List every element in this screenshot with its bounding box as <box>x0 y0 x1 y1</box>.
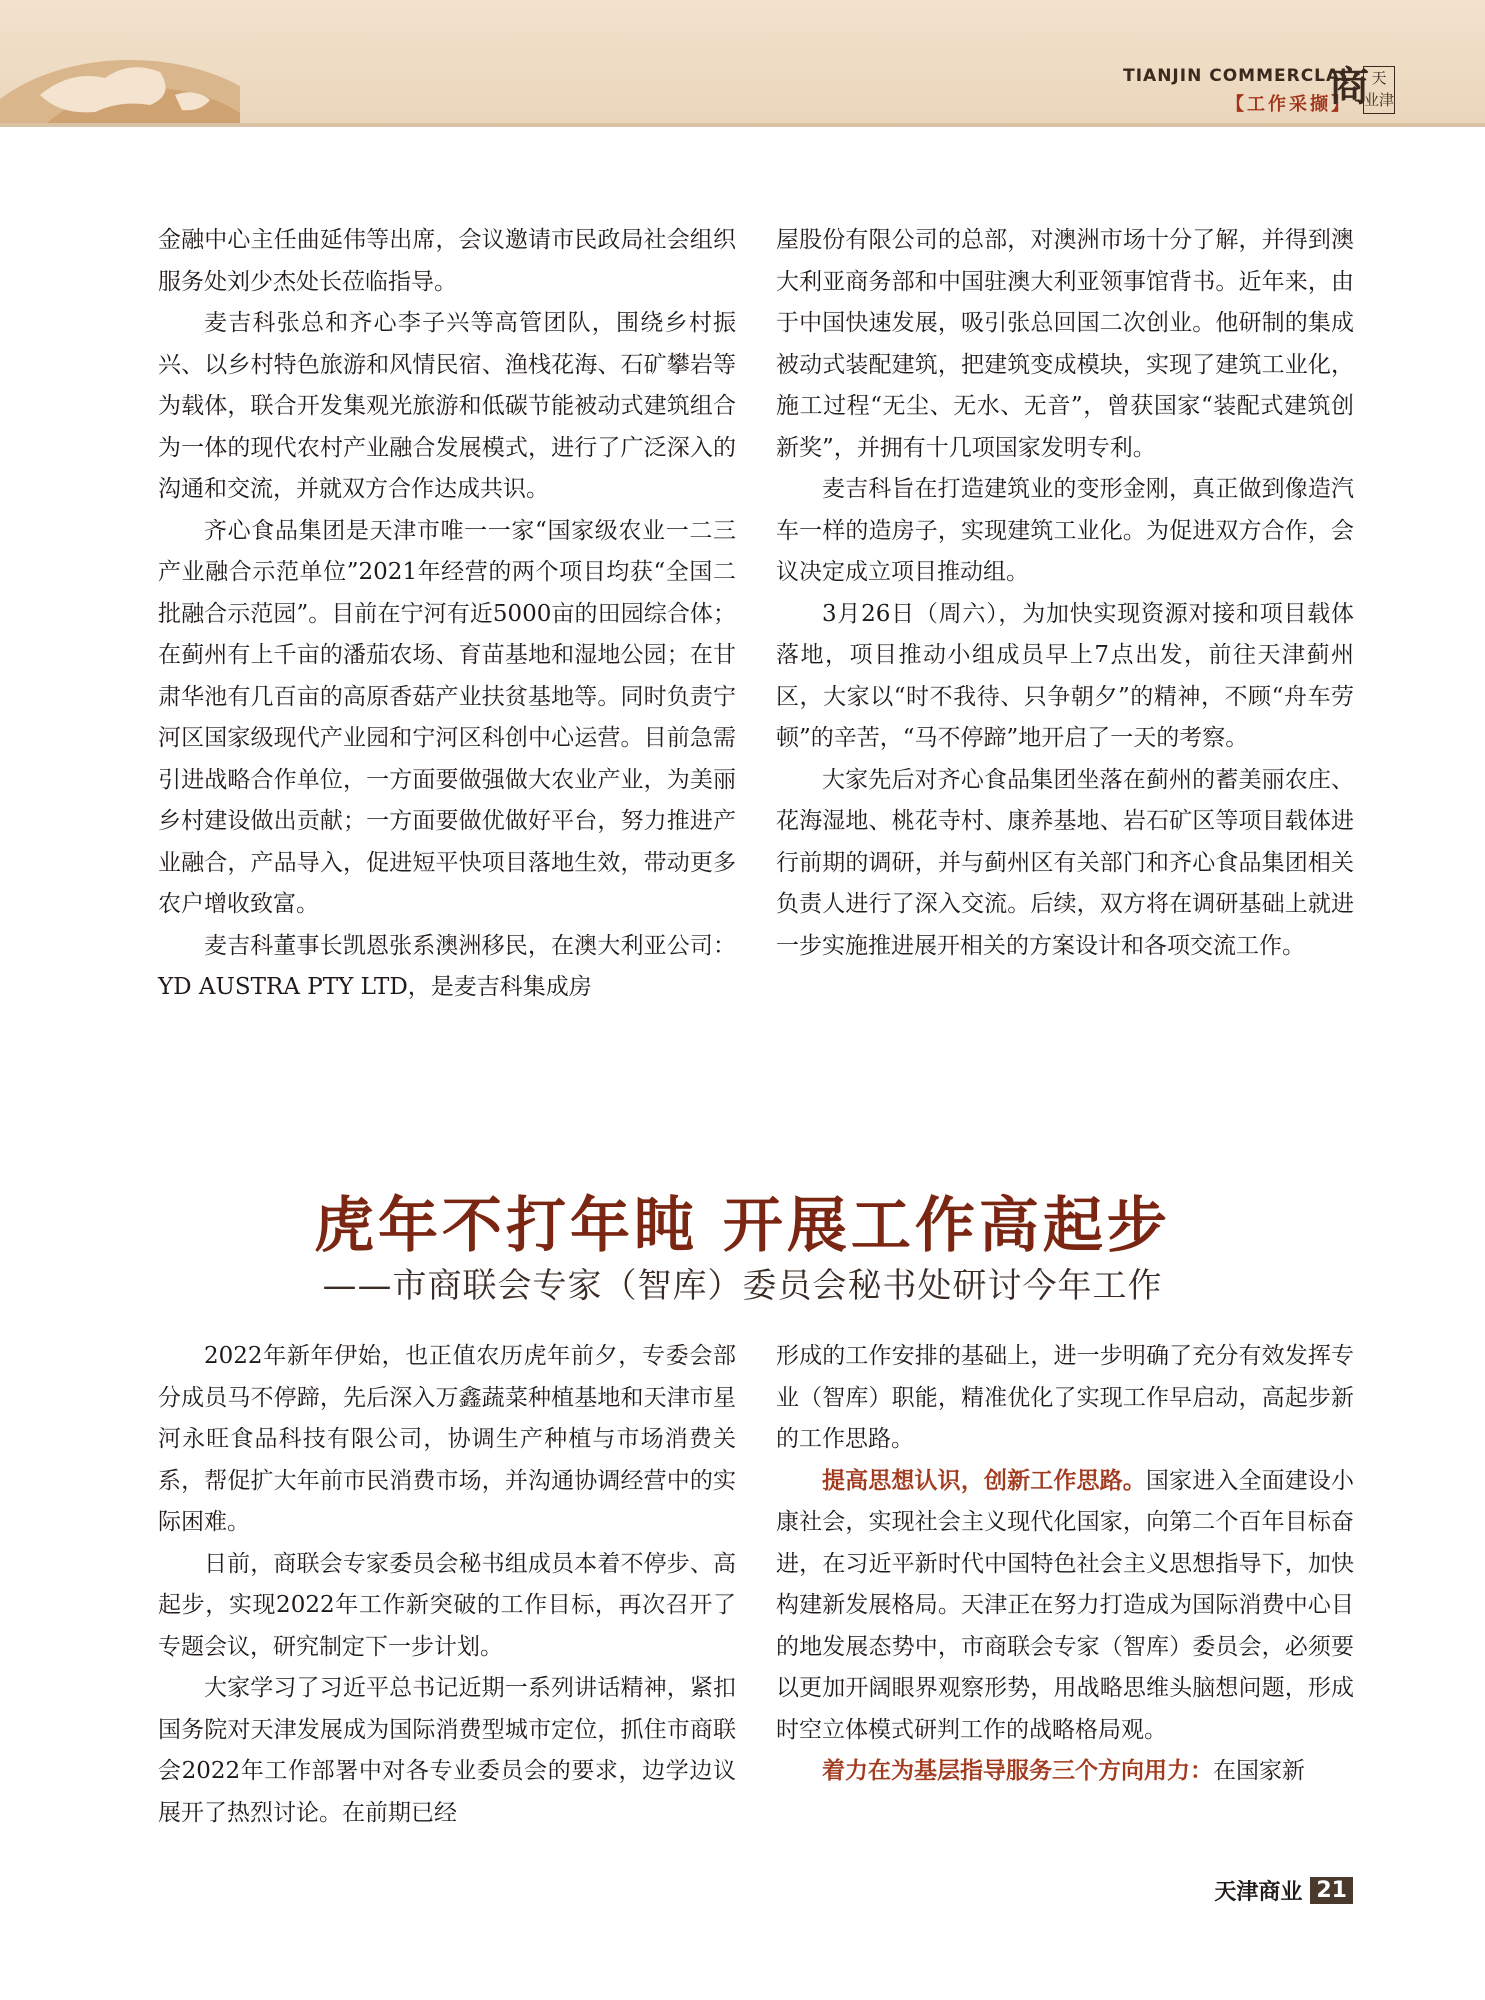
globe-graphic <box>0 0 240 123</box>
lower-right-column <box>776 1336 1354 1793</box>
paragraph: 金融中心主任曲延伟等出席，会议邀请市民政局社会组织服务处刘少杰处长莅临指导。 <box>158 227 736 295</box>
paragraph <box>776 1461 1354 1752</box>
paragraph: 齐心食品集团是天津市唯一一家“国家级农业一二三产业融合示范单位”2021年经营的两个项目均获“全国二批融合示范园”。目前在宁河有近5000亩的田园综合体；在蓟州有上千亩的潘茄农场、育苗基地和湿地公园；在甘肃华池有几百亩的高原香菇产业扶贫基地等。同时负责宁河区国家级现代产业园和宁河区科创中心运营。目前急需引进战略合作单位，一方面要做强做大农业产业，为美丽乡村建设做出贡献；一方面要做优做好平台，努力推进产业融合，产品导入，促进短平快项目落地生效，带动更多农户增收致富。 <box>158 517 736 917</box>
page-footer <box>1214 1875 1353 1906</box>
upper-left-column <box>158 220 736 1009</box>
article-subtitle: ——市商联会专家（智库）委员会秘书处研讨今年工作 <box>322 1266 1163 1306</box>
page-number: 21 <box>1310 1877 1353 1904</box>
paragraph: 麦吉科旨在打造建筑业的变形金刚，真正做到像造汽车一样的造房子，实现建筑工业化。为促进双方合作，会议决定成立项目推动组。 <box>776 476 1354 585</box>
paragraph: 3月26日（周六），为加快实现资源对接和项目载体落地，项目推动小组成员早上7点出发，前往天津蓟州区，大家以“时不我待、只争朝夕”的精神，不顾“舟车劳顿”的辛苦，“马不停蹄”地开启了一天的考察。 <box>776 600 1354 751</box>
section-label: 【工作采撷】 <box>1226 94 1352 115</box>
paragraph: 形成的工作安排的基础上，进一步明确了充分有效发挥专业（智库）职能，精准优化了实现工作早启动，高起步新的工作思路。 <box>776 1343 1354 1452</box>
paragraph-body: 国家进入全面建设小康社会，实现社会主义现代化国家，向第二个百年目标奋进，在习近平新时代中国特色社会主义思想指导下，加快构建新发展格局。天津正在努力打造成为国际消费中心目的地发展态势中，市商联会专家（智库）委员会，必须要以更加开阔眼界观察形势，用战略思维头脑想问题，形成时空立体模式研判工作的战略格局观。 <box>776 1467 1355 1743</box>
paragraph: 大家学习了习近平总书记近期一系列讲话精神，紧扣国务院对天津发展成为国际消费型城市定位，抓住市商联会2022年工作部署中对各专业委员会的要求，边学边议展开了热烈讨论。在前期已经 <box>158 1675 736 1826</box>
article-title: 虎年不打年盹 开展工作高起步 <box>314 1191 1171 1261</box>
journal-name: 天津商业 <box>1214 1880 1303 1905</box>
logo-box-bottom: 业津 <box>1364 91 1395 109</box>
logo-box-top: 天 <box>1371 69 1387 87</box>
paragraph: 大家先后对齐心食品集团坐落在蓟州的蓄美丽农庄、花海湿地、桃花寺村、康养基地、岩石矿区等项目载体进行前期的调研，并与蓟州区有关部门和齐心食品集团相关负责人进行了深入交流。后续，双方将在调研基础上就进一步实施推进展开相关的方案设计和各项交流工作。 <box>776 766 1354 959</box>
paragraph-body: 在国家新 <box>1213 1758 1305 1784</box>
logo-box <box>1363 66 1395 114</box>
paragraph: 屋股份有限公司的总部，对澳洲市场十分了解，并得到澳大利亚商务部和中国驻澳大利亚领事馆背书。近年来，由于中国快速发展，吸引张总回国二次创业。他研制的集成被动式装配建筑，把建筑变成模块，实现了建筑工业化，施工过程“无尘、无水、无音”，曾获国家“装配式建筑创新奖”，并拥有十几项国家发明专利。 <box>776 227 1354 461</box>
paragraph: 2022年新年伊始，也正值农历虎年前夕，专委会部分成员马不停蹄，先后深入万鑫蔬菜种植基地和天津市星河永旺食品科技有限公司，协调生产种植与市场消费关系，帮促扩大年前市民消费市场，并沟通协调经营中的实际困难。 <box>158 1343 736 1535</box>
keyword-heading: 着力在为基层指导服务三个方向用力： <box>822 1758 1213 1784</box>
header-divider <box>0 123 1485 127</box>
paragraph: 麦吉科董事长凯恩张系澳洲移民，在澳大利亚公司：YD AUSTRA PTY LTD，是麦吉科集成房 <box>158 932 736 1000</box>
masthead <box>1123 66 1352 116</box>
keyword-heading: 提高思想认识，创新工作思路。 <box>822 1467 1146 1494</box>
paragraph: 日前，商联会专家委员会秘书组成员本着不停步、高起步，实现2022年工作新突破的工作目标，再次召开了专题会议，研究制定下一步计划。 <box>158 1550 736 1660</box>
journal-logo <box>1329 62 1393 116</box>
paragraph: 麦吉科张总和齐心李子兴等高管团队，围绕乡村振兴、以乡村特色旅游和风情民宿、渔栈花海、石矿攀岩等为载体，联合开发集观光旅游和低碳节能被动式建筑组合为一体的现代农村产业融合发展模式，进行了广泛深入的沟通和交流，并就双方合作达成共识。 <box>158 310 736 502</box>
upper-right-column <box>776 220 1354 967</box>
logo-main-char: 商 <box>1329 63 1369 110</box>
masthead-english: TIANJIN COMMERCLAL <box>1123 66 1352 86</box>
lower-left-column <box>158 1336 736 1834</box>
paragraph <box>776 1751 1354 1793</box>
